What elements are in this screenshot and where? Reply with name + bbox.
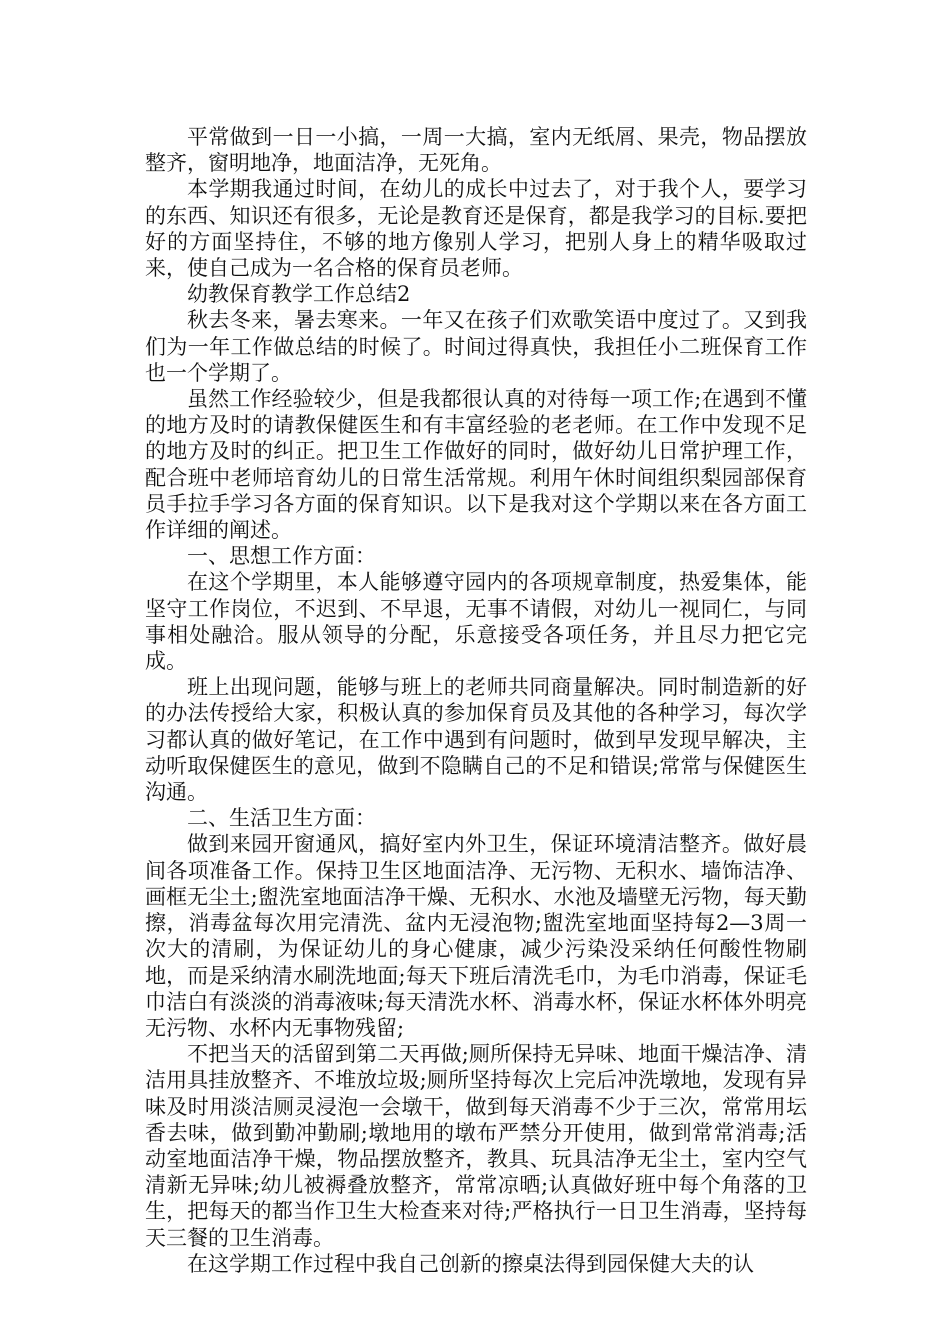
paragraph-hygiene-toilet: 不把当天的活留到第二天再做;厕所保持无异味、地面干燥洁净、清洁用具挂放整齐、不堆放垃圾;厕所坚持每次上完后冲洗墩地，发现有异味及时用淡洁厕灵浸泡一会墩干，做到每天消毒不少于三次，常常用坛香去味，做到勤冲勤刷;墩地用的墩布严禁分开使用，做到常常消毒;活动室地面洁净干燥，物品摆放整齐，教具、玩具洁净无尘土，室内空气清新无异味;幼儿被褥叠放整齐，常常凉晒;认真做好班中每个角落的卫生，把每天的都当作卫生大检查来对待;严格执行一日卫生消毒，坚持每天三餐的卫生消毒。 [145, 1042, 807, 1250]
heading-hygiene: 二、生活卫生方面： [187, 806, 376, 831]
paragraph-cleaning-routine: 平常做到一日一小搞，一周一大搞，室内无纸屑、果壳，物品摆放整齐，窗明地净，地面洁净，无死角。 [145, 125, 807, 176]
paragraph-ideology: 在这个学期里，本人能够遵守园内的各项规章制度，热爱集体，能坚守工作岗位，不迟到、不早退，无事不请假，对幼儿一视同仁，与同事相处融洽。服从领导的分配，乐意接受各项任务，并且尽力把它完成。 [145, 570, 807, 674]
paragraph-semester-reflection: 本学期我通过时间，在幼儿的成长中过去了，对于我个人，要学习的东西、知识还有很多，无论是教育还是保育，都是我学习的目标.要把好的方面坚持住，不够的地方像别人学习，把别人身上的精华吸取过来，使自己成为一名合格的保育员老师。 [145, 177, 807, 281]
paragraph-innovation: 在这学期工作过程中我自己创新的擦桌法得到园保健大夫的认 [187, 1251, 754, 1276]
document-page [145, 124, 807, 1277]
section-title: 幼教保育教学工作总结2 [187, 282, 411, 307]
paragraph-hygiene-daily: 做到来园开窗通风，搞好室内外卫生，保证环境清洁整齐。做好晨间各项准备工作。保持卫生区地面洁净、无污物、无积水、墙饰洁净、画框无尘土;盥洗室地面洁净干燥、无积水、水池及墙壁无污物，每天勤擦，消毒盆每次用完清洗、盆内无浸泡物;盥洗室地面坚持每2—3周一次大的清刷，为保证幼儿的身心健康，减少污染没采纳任何酸性物刷地，而是采纳清水刷洗地面;每天下班后清洗毛巾，为毛巾消毒，保证毛巾洁白有淡淡的消毒液味;每天清洗水杯、消毒水杯，保证水杯体外明亮无污物、水杯内无事物残留; [145, 832, 807, 1040]
paragraph-intro: 秋去冬来，暑去寒来。一年又在孩子们欢歌笑语中度过了。又到我们为一年工作做总结的时候了。时间过得真快，我担任小二班保育工作也一个学期了。 [145, 308, 807, 385]
heading-ideology: 一、思想工作方面： [187, 544, 376, 569]
paragraph-work-attitude: 虽然工作经验较少，但是我都很认真的对待每一项工作;在遇到不懂的地方及时的请教保健医生和有丰富经验的老老师。在工作中发现不足的地方及时的纠正。把卫生工作做好的同时，做好幼儿日常护理工作，配合班中老师培育幼儿的日常生活常规。利用午休时间组织梨园部保育员手拉手学习各方面的保育知识。以下是我对这个学期以来在各方面工作详细的阐述。 [145, 387, 807, 543]
paragraph-cooperation: 班上出现问题，能够与班上的老师共同商量解决。同时制造新的好的办法传授给大家，积极认真的参加保育员及其他的各种学习，每次学习都认真的做好笔记，在工作中遇到有问题时，做到早发现早解决，主动听取保健医生的意见，做到不隐瞒自己的不足和错误;常常与保健医生沟通。 [145, 675, 807, 805]
